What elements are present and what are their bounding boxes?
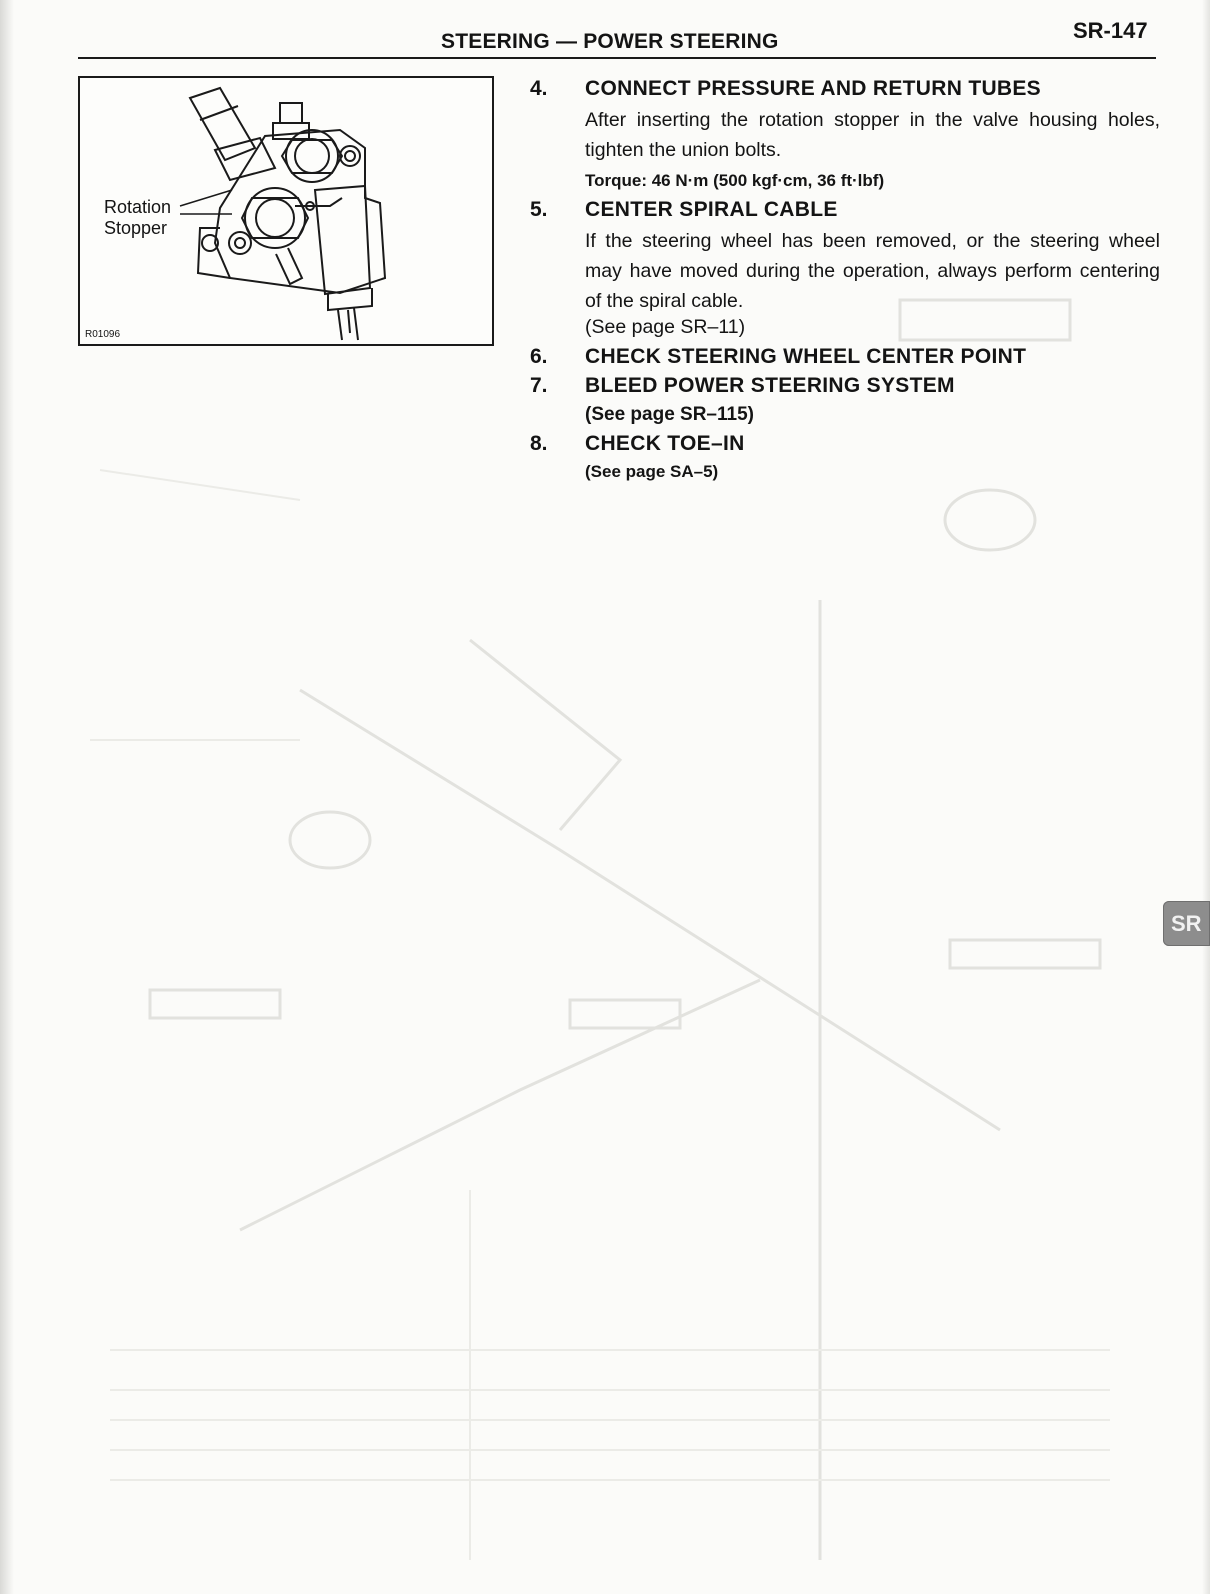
label-line-2: Stopper	[104, 218, 168, 238]
step-title: CHECK STEERING WHEEL CENTER POINT	[585, 345, 1027, 368]
step-title: CHECK TOE–IN	[585, 432, 745, 455]
step-number: 5.	[530, 198, 548, 221]
page-reference: (See page SR–115)	[585, 404, 754, 425]
step-title: CONNECT PRESSURE AND RETURN TUBES	[585, 77, 1041, 100]
step-title: CENTER SPIRAL CABLE	[585, 198, 838, 221]
step-body: After inserting the rotation stopper in the valve housing holes, tighten the union bolts.	[585, 109, 1160, 161]
step-number: 4.	[530, 77, 548, 100]
torque-spec: Torque: 46 N·m (500 kgf·cm, 36 ft·lbf)	[585, 171, 885, 190]
figure-code: R01096	[85, 329, 121, 340]
rotation-stopper-figure	[78, 76, 494, 346]
step-body: If the steering wheel has been removed, or the steering wheel may have moved during the operation, always perform centering of the spiral cable.	[585, 230, 1160, 312]
step-number: 8.	[530, 432, 548, 455]
section-tab	[1163, 901, 1210, 946]
page-reference: (See page SR–11)	[585, 316, 746, 338]
label-line-1: Rotation	[104, 197, 172, 217]
section-title: STEERING — POWER STEERING	[441, 30, 779, 53]
section-tab-label: SR	[1171, 911, 1202, 936]
step-number: 7.	[530, 374, 548, 397]
page-reference: (See page SA–5)	[585, 462, 719, 481]
step-title: BLEED POWER STEERING SYSTEM	[585, 374, 955, 397]
header-rule	[78, 57, 1156, 59]
page-number: SR-147	[1073, 18, 1148, 43]
step-number: 6.	[530, 345, 548, 368]
rotation-stopper-label	[104, 197, 171, 239]
